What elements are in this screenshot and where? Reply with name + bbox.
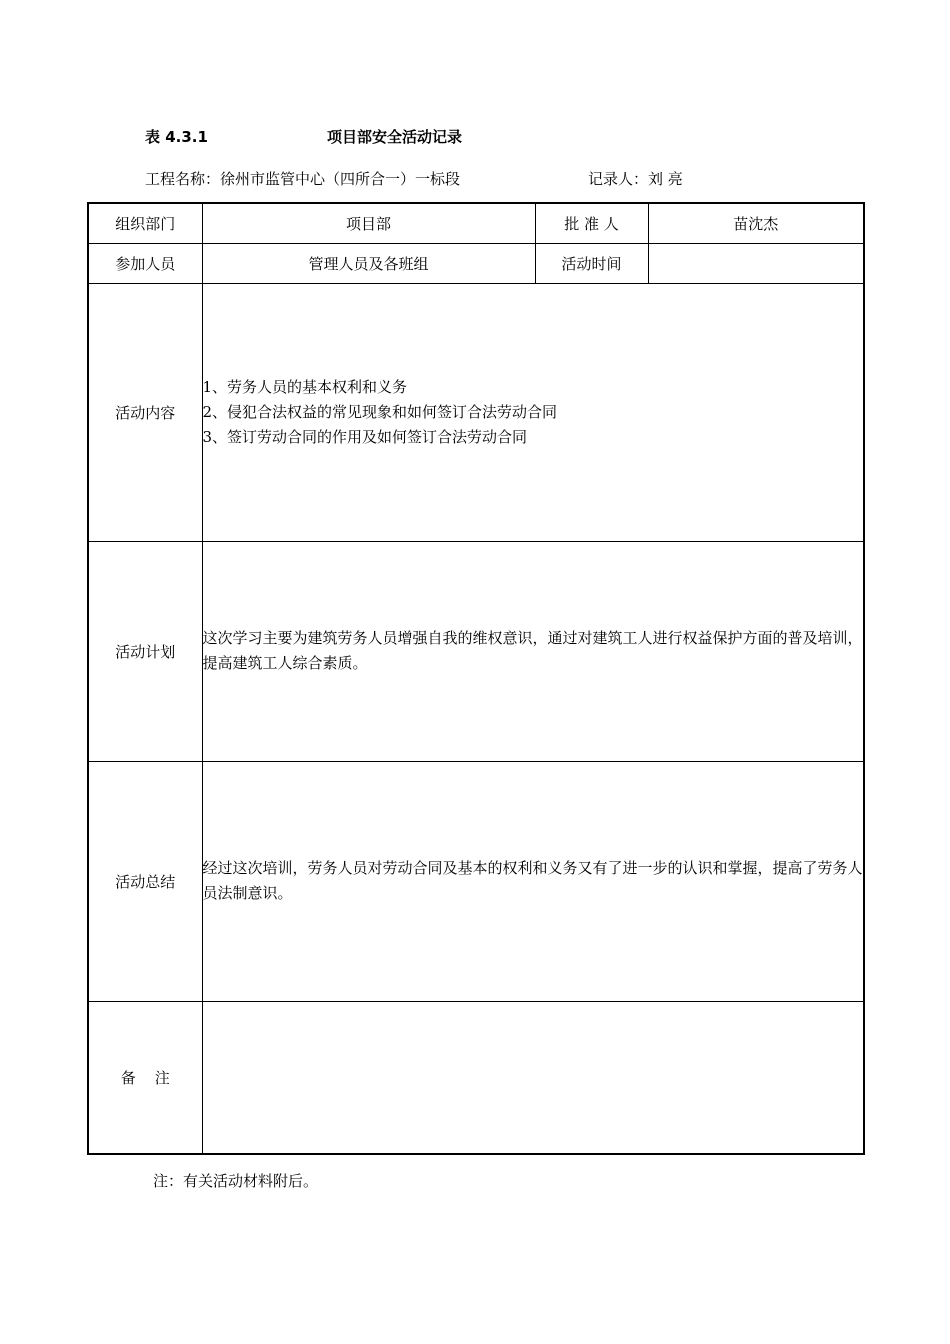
table-row xyxy=(88,203,864,243)
remarks-value xyxy=(202,1001,864,1154)
plan-text: 这次学习主要为建筑劳务人员增强自我的维权意识，通过对建筑工人进行权益保护方面的普及培训，提高建筑工人综合素质。 xyxy=(202,541,864,761)
content-label: 活动内容 xyxy=(88,283,202,541)
approver-value: 苗沈杰 xyxy=(648,203,864,243)
activity-time-label: 活动时间 xyxy=(535,243,648,283)
plan-label: 活动计划 xyxy=(88,541,202,761)
participants-label: 参加人员 xyxy=(88,243,202,283)
table-row xyxy=(88,541,864,761)
table-row xyxy=(88,1001,864,1154)
activity-record-table xyxy=(87,202,865,1155)
project-name: 工程名称：徐州市监管中心（四所合一）一标段 xyxy=(145,170,461,188)
document-title: 项目部安全活动记录 xyxy=(327,128,463,146)
org-dept-value: 项目部 xyxy=(202,203,535,243)
remarks-label: 备 注 xyxy=(88,1001,202,1154)
activity-time-value xyxy=(648,243,864,283)
content-item: 1、劳务人员的基本权利和义务 xyxy=(202,377,408,396)
table-row xyxy=(88,283,864,541)
participants-value: 管理人员及各班组 xyxy=(202,243,535,283)
table-number: 表 4.3.1 xyxy=(145,128,208,146)
table-row xyxy=(88,243,864,283)
approver-label: 批 准 人 xyxy=(535,203,648,243)
content-item: 2、侵犯合法权益的常见现象和如何签订合法劳动合同 xyxy=(202,402,558,421)
table-row xyxy=(88,761,864,1001)
summary-text: 经过这次培训，劳务人员对劳动合同及基本的权利和义务又有了进一步的认识和掌握，提高了劳务人员法制意识。 xyxy=(202,761,864,1001)
summary-label: 活动总结 xyxy=(88,761,202,1001)
content-item: 3、签订劳动合同的作用及如何签订合法劳动合同 xyxy=(202,427,528,446)
org-dept-label: 组织部门 xyxy=(88,203,202,243)
footer-note: 注：有关活动材料附后。 xyxy=(153,1172,319,1190)
recorder: 记录人：刘 亮 xyxy=(588,170,683,188)
document-title-line xyxy=(145,126,462,147)
content-cell xyxy=(202,283,864,541)
meta-line xyxy=(145,168,683,189)
